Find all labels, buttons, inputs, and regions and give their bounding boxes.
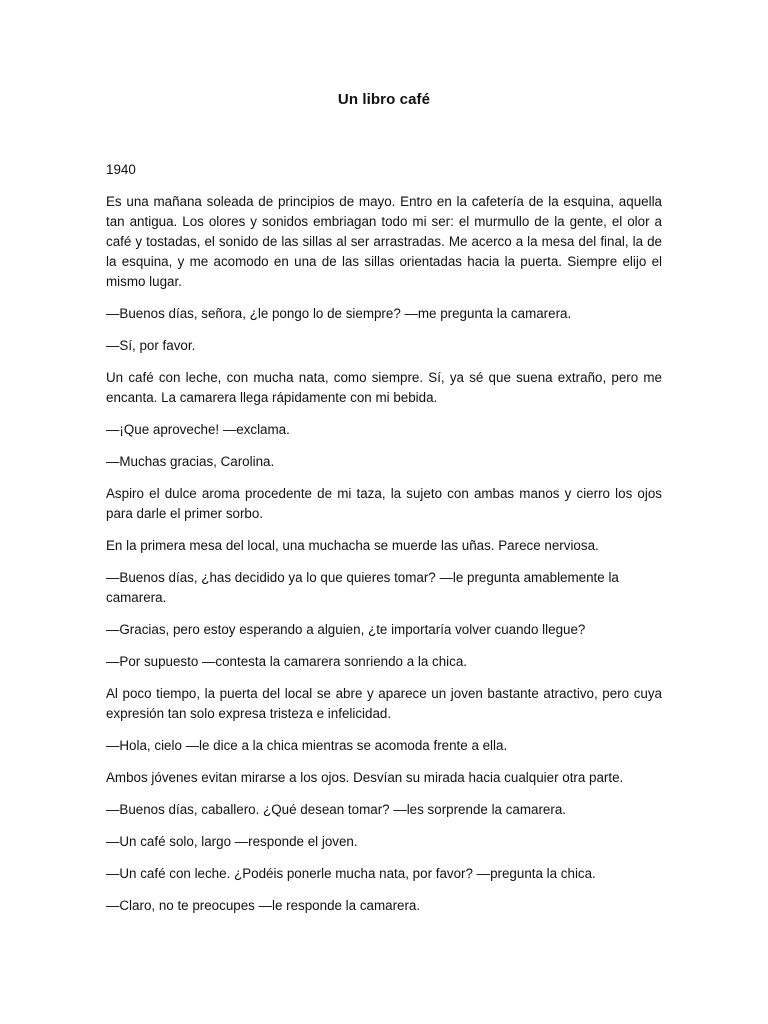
dialogue-line: —Un café solo, largo —responde el joven.: [106, 834, 358, 849]
paragraph: Al poco tiempo, la puerta del local se abre y aparece un joven bastante atractivo, pero cuya expresión tan solo expresa tristeza e infelicidad.: [106, 686, 662, 721]
document-body: [106, 160, 662, 928]
dialogue-line: —Buenos días, ¿has decidido ya lo que quieres tomar? —le pregunta amablemente la camarera.: [106, 570, 619, 605]
dialogue-line: —Hola, cielo —le dice a la chica mientras se acomoda frente a ella.: [106, 738, 508, 753]
dialogue-line: —Buenos días, caballero. ¿Qué desean tomar? —les sorprende la camarera.: [106, 802, 566, 817]
paragraph: Es una mañana soleada de principios de mayo. Entro en la cafetería de la esquina, aquella tan antigua. Los olores y sonidos embriagan todo mi ser: el murmullo de la gente, el olor a café y tostadas, el sonido de las sillas al ser arrastradas. Me acerco a la mesa del final, la de la esquina, y me acomodo en una de las sillas orientadas hacia la puerta. Siempre elijo el mismo lugar.: [106, 194, 662, 289]
dialogue-line: —Gracias, pero estoy esperando a alguien, ¿te importaría volver cuando llegue?: [106, 622, 586, 637]
paragraph: Un café con leche, con mucha nata, como siempre. Sí, ya sé que suena extraño, pero me encanta. La camarera llega rápidamente con mi bebida.: [106, 370, 662, 405]
year-heading: 1940: [106, 162, 136, 177]
dialogue-line: —Por supuesto —contesta la camarera sonriendo a la chica.: [106, 654, 467, 669]
dialogue-line: —Buenos días, señora, ¿le pongo lo de siempre? —me pregunta la camarera.: [106, 306, 572, 321]
dialogue-line: —Sí, por favor.: [106, 338, 196, 353]
paragraph: Aspiro el dulce aroma procedente de mi taza, la sujeto con ambas manos y cierro los ojos para darle el primer sorbo.: [106, 486, 662, 521]
paragraph: En la primera mesa del local, una muchacha se muerde las uñas. Parece nerviosa.: [106, 538, 599, 553]
paragraph: Ambos jóvenes evitan mirarse a los ojos. Desvían su mirada hacia cualquier otra parte.: [106, 770, 624, 785]
document-title: Un libro café: [337, 91, 431, 108]
dialogue-line: —¡Que aproveche! —exclama.: [106, 422, 290, 437]
dialogue-line: —Muchas gracias, Carolina.: [106, 454, 275, 469]
dialogue-line: —Claro, no te preocupes —le responde la camarera.: [106, 898, 421, 913]
dialogue-line: —Un café con leche. ¿Podéis ponerle mucha nata, por favor? —pregunta la chica.: [106, 866, 596, 881]
